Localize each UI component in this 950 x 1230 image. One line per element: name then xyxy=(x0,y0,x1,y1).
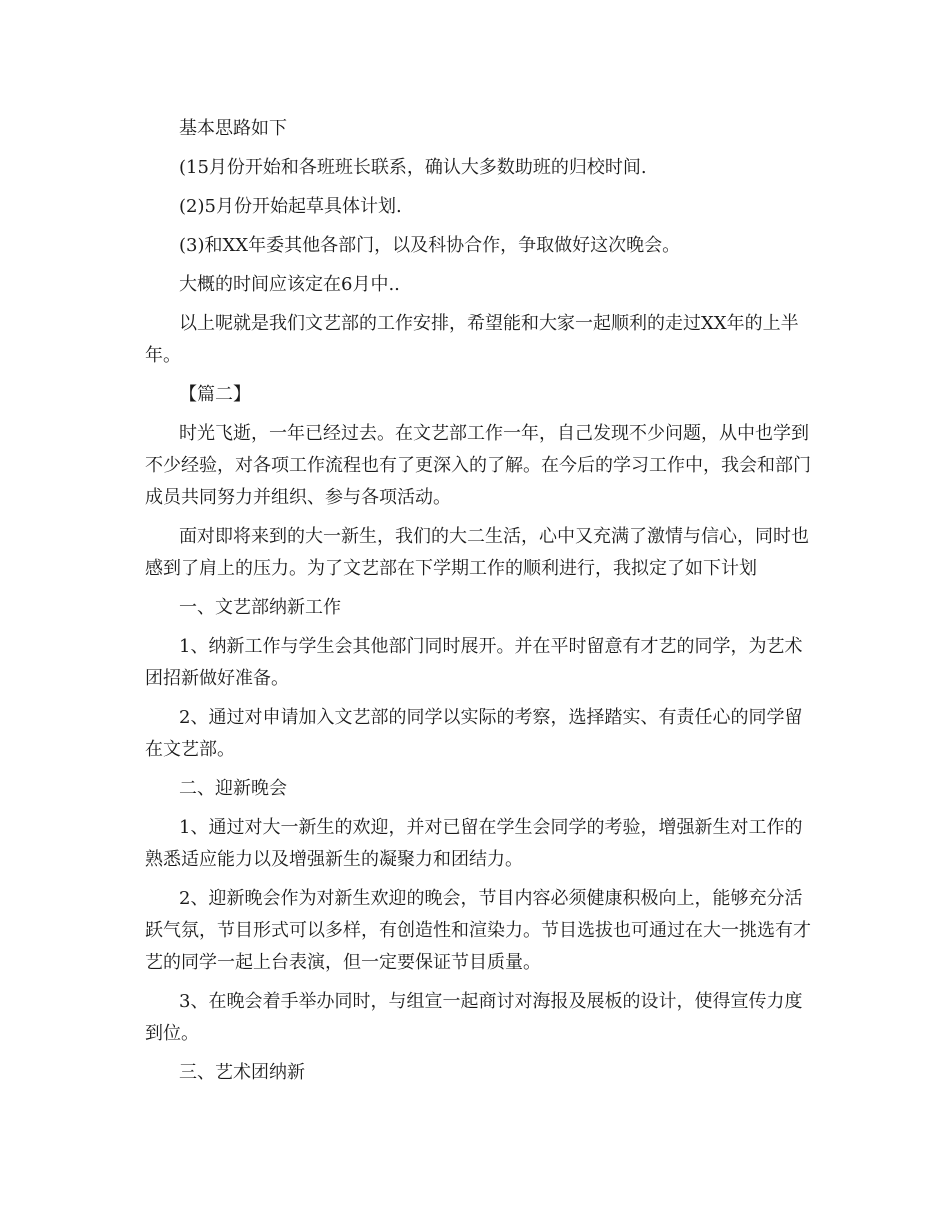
section-heading: 三、艺术团纳新 xyxy=(179,1062,305,1083)
paragraph: (2)5月份开始起草具体计划. xyxy=(179,196,402,217)
paragraph: 2、通过对申请加入文艺部的同学以实际的考察，选择踏实、有责任心的同学留在文艺部。 xyxy=(145,707,803,760)
section-heading: 二、迎新晚会 xyxy=(179,778,287,799)
paragraph: (3)和XX年委其他各部门，以及科协合作，争取做好这次晚会。 xyxy=(179,235,681,256)
paragraph: 2、迎新晚会作为对新生欢迎的晚会，节目内容必须健康积极向上，能够充分活跃气氛，节目形式可以多样，有创造性和渲染力。节目选拔也可通过在大一挑选有才艺的同学一起上台表演，但一定要保证节目质量。 xyxy=(145,888,811,973)
paragraph: 以上呢就是我们文艺部的工作安排，希望能和大家一起顺利的走过XX年的上半年。 xyxy=(145,313,799,366)
paragraph: 基本思路如下 xyxy=(179,118,287,139)
paragraph: 大概的时间应该定在6月中.. xyxy=(179,274,400,295)
paragraph: 3、在晚会着手举办同时，与组宣一起商讨对海报及展板的设计，使得宣传力度到位。 xyxy=(145,991,803,1044)
paragraph: 时光飞逝，一年已经过去。在文艺部工作一年，自己发现不少问题，从中也学到不少经验，对各项工作流程也有了更深入的了解。在今后的学习工作中，我会和部门成员共同努力并组织、参与各项活动。 xyxy=(145,423,811,508)
paragraph: 面对即将来到的大一新生，我们的大二生活，心中又充满了激情与信心，同时也感到了肩上的压力。为了文艺部在下学期工作的顺利进行，我拟定了如下计划 xyxy=(145,526,809,579)
document-body xyxy=(145,113,815,1096)
paragraph: 1、通过对大一新生的欢迎，并对已留在学生会同学的考验，增强新生对工作的熟悉适应能力以及增强新生的凝聚力和团结力。 xyxy=(145,817,803,870)
paragraph: 1、纳新工作与学生会其他部门同时展开。并在平时留意有才艺的同学，为艺术团招新做好准备。 xyxy=(145,636,803,689)
section-heading: 【篇二】 xyxy=(179,384,251,405)
section-heading: 一、文艺部纳新工作 xyxy=(179,597,341,618)
paragraph: (15月份开始和各班班长联系，确认大多数助班的归校时间. xyxy=(179,157,647,178)
